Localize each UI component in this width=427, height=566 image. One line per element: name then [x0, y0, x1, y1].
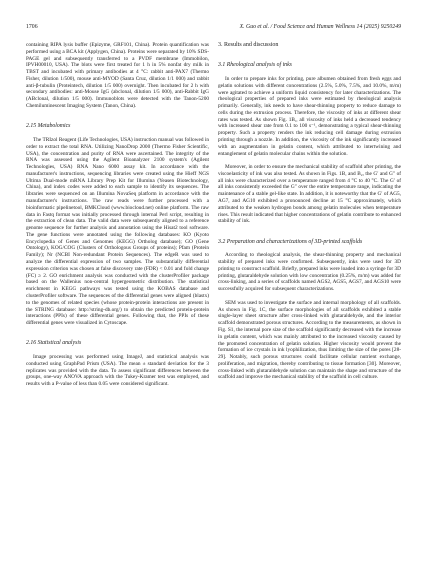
section-heading-rheology: 3.1 Rheological analysis of inks: [218, 62, 292, 69]
page-number: 1706: [26, 24, 38, 30]
metabolomics-paragraph: The TRIzol Reagent (Life Technologies, USA) instruction manual was followed in order to extract the total RNA. Utilizing NanoDrop 2000 (Thermo Fisher Scientific, USA), the concentration and purity of RNA were ascertained. The integrity of the RNA was assessed using the Agilent Bioanalyzer 2100 system's (Agilent Technologies, USA) RNA Nano 6000 assay kit. In accordance with the manufacturer's instructions, sequencing libraries were created using the Hieff NGS Ultima Dual-mode mRNA Library Prep Kit for Illumina (Yeasen Biotechnology, China), and index codes were added to each sample to identify its sequences. The libraries were sequenced on an Illumina NovaSeq platform in accordance with the manufacturer's instructions. The raw reads were further processed with a bioinformatic pipelinetool, BMKCloud (www.biocloud.net) online platform. The raw data in Fastq format was initially processed through internal Perl script, resulting in the extraction of clean data. The valid data were subsequently aligned to a reference genome sequence for further analysis and annotation using the Hisat2 tool software. The gene functions were annotated using the following databases: KO (Kyoto Encyclopedia of Genes and Genomes (KEGG) Ortholog database); GO (Gene Ontology), KOG/COG (Clusters of Orthologous Groups of proteins); Pfam (Protein Family); Nr (NCBI Non-redundant Protein Sequences). The edgeR was used to analyze the differential expression of two samples. The substantially differential expression criterion was chosen at false discovery rate (FDR) < 0.01 and fold change (FC) ≥ 2. GO enrichment analysis was conducted with the clusterProfiler package based on the Wallenius non-central hypergeometric distribution. The statistical enrichment in KEGG pathways was tested using the KOBAS database and clusterProfiler software. The sequences of the differential genes were aligned (blastx) to the genomes of related species (whose protein-protein interactions are present in the STRING database: http://string-db.org/) to obtain the predicted protein-protein interactions (PPIs) of these differential genes. Following that, the PPIs of these differential genes were visualized in Cytoscape.: [26, 136, 209, 327]
section-heading-metabolomics: 2.15 Metabolomics: [26, 123, 71, 130]
section-heading-statistics: 2.16 Statistical analysis: [26, 340, 82, 347]
scaffolds-paragraph-1: According to rheological analysis, the shear-thinning property and mechanical stability of prepared inks were confirmed. Subsequently, inks were used for 3D printing to construct scaffold. Briefly, prepared inks were loaded into a syringe for 3D printing, glutaraldehyde solution with low concentration (0.25%, m/m) was added for cross-linking, and a series of scaffolds named AGS2, AGS5, AGS7, and AGS10 were successfully acquired for subsequent characterizations.: [218, 252, 401, 293]
spacer: [26, 334, 209, 341]
spacer: [218, 232, 401, 239]
methods-continued-paragraph: containing RIPA lysis buffer (Epizyme, GRF101, China). Protein quantification was performed using a BCA kit (Applygen, China). Proteins were separated by 10% SDS-PAGE gel and subsequently transferred to a PVDF membrane (Immobilon, IPVH00010, USA). The blots were first treated for 1 h in 5% nonfat dry milk in TBST and incubated with primary antibodies at 4 °C: rabbit anti-PAX7 (Thermo Fisher, dilution 1/500), mouse anti-MYOD (Santa Cruz, dilution 1/1 000) and rabbit anti-β-tubulin (Proteintech, dilution 1/5 000) overnight. Then incubated for 2 h with secondary antibodies: anti-Mouse IgG (abclonal, dilution 1/5 000), anti-Rabbit IgG (ABclonal, dilution 1/5 000). Immunoblots were detected with the Tanon-5200 Chemiluminescent Imaging System (Tanon, China).: [26, 42, 209, 110]
statistics-paragraph: Image processing was performed using ImageJ, and statistical analysis was conducted using GraphPad Prism (USA). The mean ± standard deviation for the 3 replicates was provided with the data. To assess significant differences between the groups, one-way ANOVA approach with the Tukey-Kramer test was employed, and results with a P-value of less than 0.05 were considered significant.: [26, 354, 209, 388]
rheology-paragraph-1: In order to prepare inks for printing, pure albumen obtained from fresh eggs and gelatin solutions with different concentrations (2.5%, 5.0%, 7.5%, and 10.0%, m/m) were agitated to achieve a uniform liquid consistency for later characterizations. The rheological properties of prepared inks were estimated by rheological analysis primarily. Generally, ink needs to have shear-thinning property to reduce damage to cells during the extrusion process. Therefore, the viscosity of inks at different shear rates was tested. As shown Fig. 1B,, all viscosity of inks held a decreased tendency with increased shear rate from 0.1 to 100 s⁻¹, demonstrating a typical shear-thinning property. Such a property renders the ink reducing cell damage during extrusion printing through a nozzle. In addition, the viscosity of the ink significantly increased with an augmentation in gelatin content, which attributed to intertwining and entanglement of gelatin molecular chains within the solution.: [218, 75, 401, 157]
section-heading-scaffolds: 3.2 Preparation and characterizations of 3D-printed scaffolds: [218, 238, 363, 245]
right-column: [218, 42, 401, 388]
section-heading-results: 3. Results and discussion: [218, 42, 279, 48]
rheology-paragraph-2: Moreover, in order to ensure the mechanical stability of scaffold after printing, the viscoelasticity of ink was also tested. As shown in Figs. 1B, and B₂, the G′ and G″ of all inks were characterized over a temperature ranged from 4 °C to 40 °C. The G′ of all inks consistently exceeded the G″ over the entire temperature range, indicating the maintenance of a stable gel-like state. In addition, it is noteworthy that the G′ of AG5, AG7, and AG10 exhibited a pronounced decline at 15 °C approximately, which attributed to the weaken hydrogen bonds among gelatin molecules when temperature rises. This result indicated that higher concentrations of gelatin contribute to enhanced stability of ink.: [218, 164, 401, 225]
running-head: X. Guo et al. / Food Science and Human Wellness 14 (2025) 9250249: [239, 24, 401, 30]
scaffolds-paragraph-2: SEM was used to investigate the surface and internal morphology of all scaffolds. As shown in Fig. 1C, the surface morphologies of all scaffolds exhibited a stable single-layer sheet structure after cross-linked with glutaraldehyde, and the interior scaffold demonstrated porous structures. According to the measurements, as shown in Fig. S1, the internal pore size of the scaffold significantly decreased with the increase in gelatin content, which was mainly attributed to the increased viscosity caused by the promoted concentration of gelatin solution. Higher viscosity would prevent the formation of ice crystals in ink lyophilization, thus limiting the size of the pores [28-29]. Notably, such porous structures could facilitate cellular nutrient exchange, proliferation, and migration, thereby contributing to tissue formation [30]. Moreover, cross-linked with glutaraldehyde solution can maintain the shape and structure of the scaffold and improve the mechanical stability of the scaffold in cell culture.: [218, 299, 401, 381]
left-column: [26, 42, 209, 395]
page-header: [26, 22, 401, 32]
spacer: [26, 117, 209, 124]
